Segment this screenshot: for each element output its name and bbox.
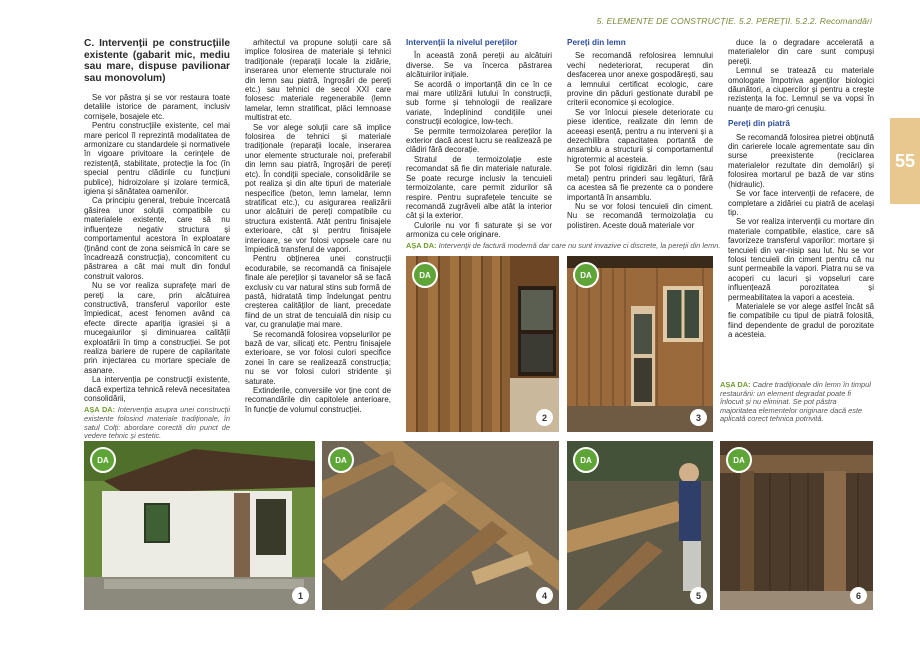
paragraph: Se vor alege soluții care să implice folosirea de tehnici și materiale tradiționale (reparații locale, inserarea unor elemente structurale noi, preferabil din lemn sau piatră, îngroșări de pereți etc). În condiții speciale, consolidările se pot realiza și din alte tipuri de materiale nespecifice (beton, lemn lamelar, lemn stratificat etc.), cu asigurarea realizării unor alcătuiri de pereți compatibile cu structura existentă. Atât pentru finisajele exterioare, cât și pentru finisajele interioare, se vor folosi vopsele care nu împiedică transferul de vapori.: [245, 122, 391, 254]
paragraph: Se recomandă folosirea vopselurilor pe bază de var, silicați etc. Pentru finisajele exterioare, se vor folosi culori specifice zonei în care se realizează construcția; nu se vor folosi culori stridente și saturate.: [245, 329, 391, 386]
photo-number: 4: [536, 587, 553, 604]
paragraph: Culorile nu vor fi saturate și se vor armoniza cu cele originare.: [406, 220, 552, 240]
photo-number: 1: [292, 587, 309, 604]
paragraph: Pentru obținerea unei construcții ecodurabile, se recomandă ca finisajele finale ale pereților și tavanelor să se facă exclusiv cu var natural stins sub formă de pastă, hidratată timp îndelungat pentru creșterea calităților de liant, precedate fiind de un strat de tencuială din nisip cu var, cu granulație mai mare.: [245, 254, 391, 330]
photo-caption-2-3: AȘA DA: Intervenții de factură modernă dar care nu sunt invazive ci discrete, la pereții din lemn.: [406, 241, 721, 250]
paragraph: Se permite termoizolarea pereților la exterior dacă acest lucru se realizează pe clădiri fără decorație.: [406, 126, 552, 155]
paragraph: Extinderile, conversiile vor ține cont de recomandările din capitolele anterioare, în funcție de volumul construcției.: [245, 386, 391, 414]
photo-carpenter-repair: [567, 441, 713, 610]
photo-caption-6: AȘA DA: Cadre tradiționale din lemn în timpul restaurării: un element degradat poate fi înlocuit și nu eliminat. Se pot păstra majoritatea elementelor originare dacă este aplicată corect tehnica potrivită.: [720, 380, 871, 424]
paragraph: Pentru construcțiile existente, cel mai mare pericol îl reprezintă modalitatea de armonizare cu standardele și normativele în vigoare privitoare la cerințele de rezistență, stabilitate, protecție la foc (în special pentru clădirile cu funcțiuni publice), hidroizolare și izolare termică, igiena și sănătatea oamenilor.: [84, 121, 230, 197]
subsection-heading: Intervenții la nivelul pereților: [406, 38, 518, 47]
paragraph: Lemnul se tratează cu materiale omologate împotriva agenților biologici dăunători, a ciupercilor și pentru a crește rezistența la foc. Lemnul se va vopsi în nuanțe de maro-gri cenușiu.: [728, 66, 874, 113]
paragraph: În această zonă pereții au alcătuiri diverse. Se va încerca păstrarea alcătuirilor inițiale.: [406, 51, 552, 80]
section-title: C. Intervenții pe construcțiile existente (gabarit mic, mediu sau mare, dispuse pavilionar sau monovolum): [84, 38, 230, 84]
photo-village-house: [84, 441, 315, 610]
approved-badge: DA: [412, 262, 438, 288]
approved-badge: DA: [328, 447, 354, 473]
photo-old-wood-frame: [720, 441, 873, 610]
approved-badge: DA: [573, 262, 599, 288]
paragraph: Nu se vor folosi tencuieli din ciment. Nu se recomandă termoizolația cu polistiren. Aceste două materiale vor: [567, 201, 713, 230]
page-number-tab: [890, 118, 920, 204]
paragraph: Se vor înlocui piesele deteriorate cu piese identice, realizate din lemn de aceeași esență, pentru a nu interveni și a dezechilibra capacitatea portantă de ansamblu a structurii și comportamentul higrotermic al acesteia.: [567, 107, 713, 164]
photo-number: 5: [690, 587, 707, 604]
paragraph: Se pot folosi rigidizări din lemn (sau metal) pentru prinderi sau legături, fără ca acestea să fie prezente ca o pondere importantă în ansamblu.: [567, 164, 713, 202]
photo-wood-house-facade: [567, 256, 713, 432]
paragraph: Ca principiu general, trebuie încercată găsirea unor soluții compatibile cu materialele existente, care să nu influențeze negativ structura și comportamentul acestora în exploatare (ținând cont de zona seismică în care se încadrează construcția), concomitent cu păstrarea a cât mai mult din fondul construit valoros.: [84, 196, 230, 281]
approved-badge: DA: [90, 447, 116, 473]
photo-number: 2: [536, 409, 553, 426]
photo-wood-boards-window: [406, 256, 559, 432]
page-number: 55: [894, 150, 916, 171]
paragraph: Se recomandă refolosirea lemnului vechi nedeteriorat, recuperat din desfacerea unor anexe gospodărești, sau a lemnului certificat ecologic, care provine din păduri gestionate durabil pe criterii economice și ecologice.: [567, 51, 713, 108]
photo-timber-beams: [322, 441, 559, 610]
paragraph: duce la o degradare accelerată a materialelor din care sunt compuși pereții.: [728, 38, 874, 66]
photo-caption-1: AȘA DA: Intervenția asupra unei construcții existente folosind materiale tradiționale, în satul Colți: abordare corectă din punct de vedere tehnic și estetic.: [84, 405, 230, 441]
column-stone-walls: [728, 38, 874, 340]
subsection-heading: Pereți din piatră: [728, 119, 790, 129]
photo-number: 6: [850, 587, 867, 604]
running-head: 5. ELEMENTE DE CONSTRUCȚIE. 5.2. PEREȚII. 5.2.2. Recomandări: [596, 16, 872, 26]
paragraph: arhitectul va propune soluții care să implice folosirea de materiale și tehnici tradiționale (reparații locale la zidărie, inserarea unor elemente structurale noi din lemn sau piatră, îngroșări de pereți etc.) sau tehnici de secol XXI care folosesc materiale regenerabile (lemn lamelar, lemn stratificat, plăci lemnoase multistrat etc.: [245, 38, 391, 123]
paragraph: Se vor realiza intervenții cu mortare din materiale compatibile, elastice, care să favorizeze transferul vaporilor: mortare și tencuieli din var-nisip sau lut. Nu se vor folosi tencuieli din ciment pentru că nu sunt permeabile la vapori. Piatra nu se va acoperi cu lacuri și vopseluri care influențează porozitatea și permeabilitatea la vapori a acesteia.: [728, 217, 874, 302]
column-wall-interventions: [406, 38, 552, 240]
paragraph: La intervenția pe construcții existente, dacă expertiza tehnică relevă necesitatea consolidării,: [84, 375, 230, 403]
subsection-heading: Pereți din lemn: [567, 38, 626, 47]
approved-badge: DA: [726, 447, 752, 473]
column-intervention-existing: [84, 38, 230, 441]
paragraph: Materialele se vor alege astfel încât să fie compatibile cu tipul de piatră folosită, fiind dependente de gradul de porozitate a acesteia.: [728, 301, 874, 340]
paragraph: Se vor face intervenții de refacere, de completare a zidăriei cu piatră de același tip.: [728, 189, 874, 217]
paragraph: Se vor păstra și se vor restaura toate detaliile istorice de parament, inclusiv cornișele, bosajele etc.: [84, 93, 230, 121]
column-wood-walls: [567, 38, 713, 230]
paragraph: Se recomandă folosirea pietrei obținută din carierele locale agrementate sau din surse preexistente (reciclarea materialelor rezultate din demolări) și folosirea mortarul pe bază de var stins (hidraulic).: [728, 132, 874, 189]
photo-number: 3: [690, 409, 707, 426]
paragraph: Se acordă o importanță din ce în ce mai mare utilizării lutului în construcții, sub forme și tehnologii de realizare variate, îndeplinind condițiile unei construcții ecologice, low-tech.: [406, 79, 552, 127]
column-intervention-continued: [245, 38, 391, 414]
paragraph: Stratul de termoizolație este recomandat să fie din materiale naturale. Se poate recurge inclusiv la tencuieli termoizolante, care permit zidurilor să respire. Pentru suprafețele tencuite se recomandă zugrăveli albe atât la interior cât și la exterior.: [406, 154, 552, 221]
paragraph: Nu se vor realiza suprafețe mari de pereți la care, prin alcătuirea constructivă, transferul vaporilor este împiedicat, acest fenomen având ca efecte directe apariția igrasiei și a mucegaiurilor și diminuarea calității exploatării în timp a construcției. Se pot realiza bariere de rupere de capilaritate prin injectarea cu mortare speciale de asanare.: [84, 281, 230, 375]
approved-badge: DA: [573, 447, 599, 473]
